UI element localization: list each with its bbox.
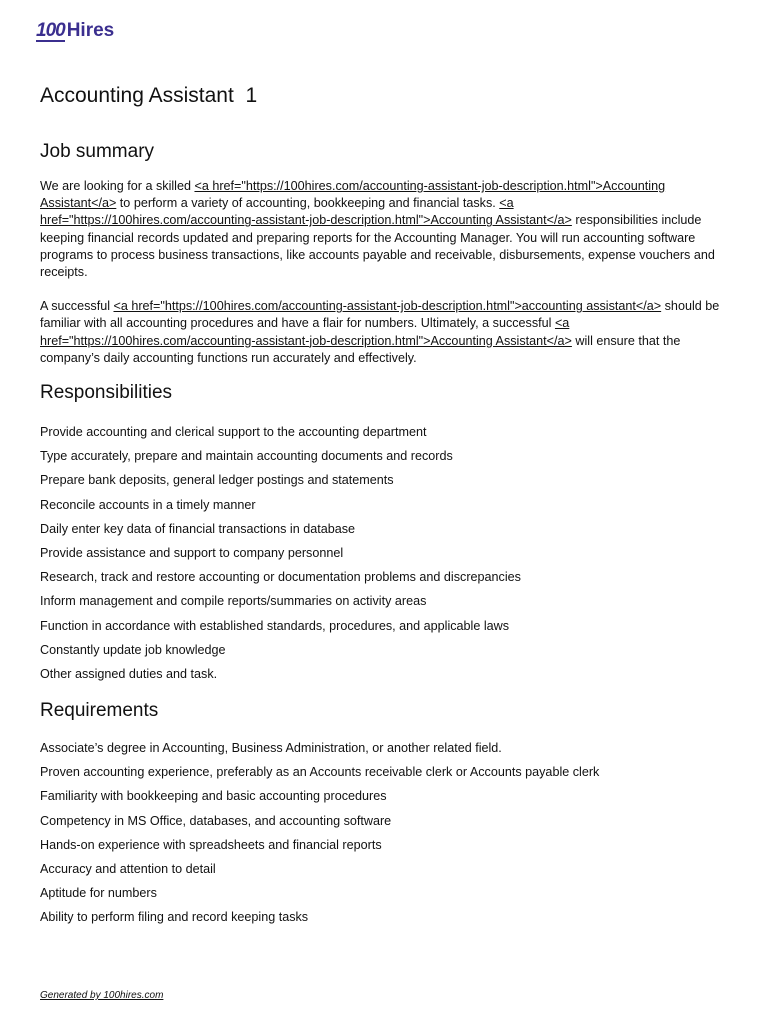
- list-item: Reconcile accounts in a timely manner: [40, 497, 256, 512]
- list-item: Research, track and restore accounting or documentation problems and discrepancies: [40, 570, 521, 585]
- list-item: Associate’s degree in Accounting, Business Administration, or another related field.: [40, 741, 502, 755]
- list-item: Ability to perform filing and record keeping tasks: [40, 910, 309, 925]
- summary-text: should be familiar with all accounting procedures and have a flair for numbers. Ultimately, a successful: [40, 299, 720, 331]
- summary-link[interactable]: <a href="https://100hires.com/accounting-assistant-job-description.html">Accounting Assistant</a>: [40, 196, 572, 228]
- summary-link[interactable]: <a href="https://100hires.com/accounting-assistant-job-description.html">Accounting Assistant</a>: [40, 179, 666, 211]
- brand-wordmark: Hires: [66, 20, 115, 41]
- hundred-emoji-icon: 100: [36, 19, 65, 41]
- list-item: Function in accordance with established standards, procedures, and applicable laws: [40, 618, 510, 633]
- list-item: Type accurately, prepare and maintain accounting documents and records: [40, 449, 453, 464]
- job-summary-text: [40, 178, 726, 384]
- summary-link[interactable]: <a href="https://100hires.com/accounting-assistant-job-description.html">Accounting Assistant</a>: [40, 316, 572, 348]
- list-item: Constantly update job knowledge: [40, 642, 226, 657]
- list-item: Accuracy and attention to detail: [40, 861, 216, 876]
- list-item: Prepare bank deposits, general ledger postings and statements: [40, 473, 394, 488]
- page-title: Accounting Assistant 1: [40, 84, 258, 107]
- requirements-list: [40, 740, 599, 934]
- list-item: Provide assistance and support to company personnel: [40, 545, 344, 560]
- list-item: Competency in MS Office, databases, and accounting software: [40, 813, 392, 828]
- list-item: Proven accounting experience, preferably as an Accounts receivable clerk or Accounts payable clerk: [40, 765, 600, 780]
- list-item: Hands-on experience with spreadsheets and financial reports: [40, 837, 382, 852]
- footer-generated-link[interactable]: Generated by 100hires.com: [40, 990, 164, 1001]
- brand-logo[interactable]: [36, 20, 114, 42]
- summary-text: will ensure that the company’s daily accounting functions run accurately and effectively.: [40, 333, 681, 365]
- summary-paragraph-2: [40, 298, 726, 367]
- responsibilities-heading: Responsibilities: [40, 382, 173, 403]
- summary-text: responsibilities include keeping financial records updated and preparing reports for the Accounting Manager. You will run accounting software programs to process business transactions, like accounts payable and receivable, disbursements, expense vouchers and receipts.: [40, 213, 715, 280]
- summary-text: to perform a variety of accounting, bookkeeping and financial tasks.: [116, 196, 500, 211]
- list-item: Familiarity with bookkeeping and basic accounting procedures: [40, 789, 387, 804]
- summary-text: We are looking for a skilled: [40, 179, 195, 193]
- requirements-heading: Requirements: [40, 700, 159, 721]
- summary-paragraph-1: [40, 178, 726, 281]
- summary-text: A successful: [40, 299, 114, 314]
- list-item: Provide accounting and clerical support to the accounting department: [40, 425, 427, 439]
- list-item: Daily enter key data of financial transactions in database: [40, 521, 356, 536]
- responsibilities-list: [40, 424, 521, 690]
- list-item: Inform management and compile reports/summaries on activity areas: [40, 594, 427, 609]
- job-summary-heading: Job summary: [40, 141, 155, 162]
- list-item: Other assigned duties and task.: [40, 666, 218, 681]
- list-item: Aptitude for numbers: [40, 886, 157, 901]
- summary-link[interactable]: <a href="https://100hires.com/accounting-assistant-job-description.html">accounting assistant</a>: [113, 299, 662, 314]
